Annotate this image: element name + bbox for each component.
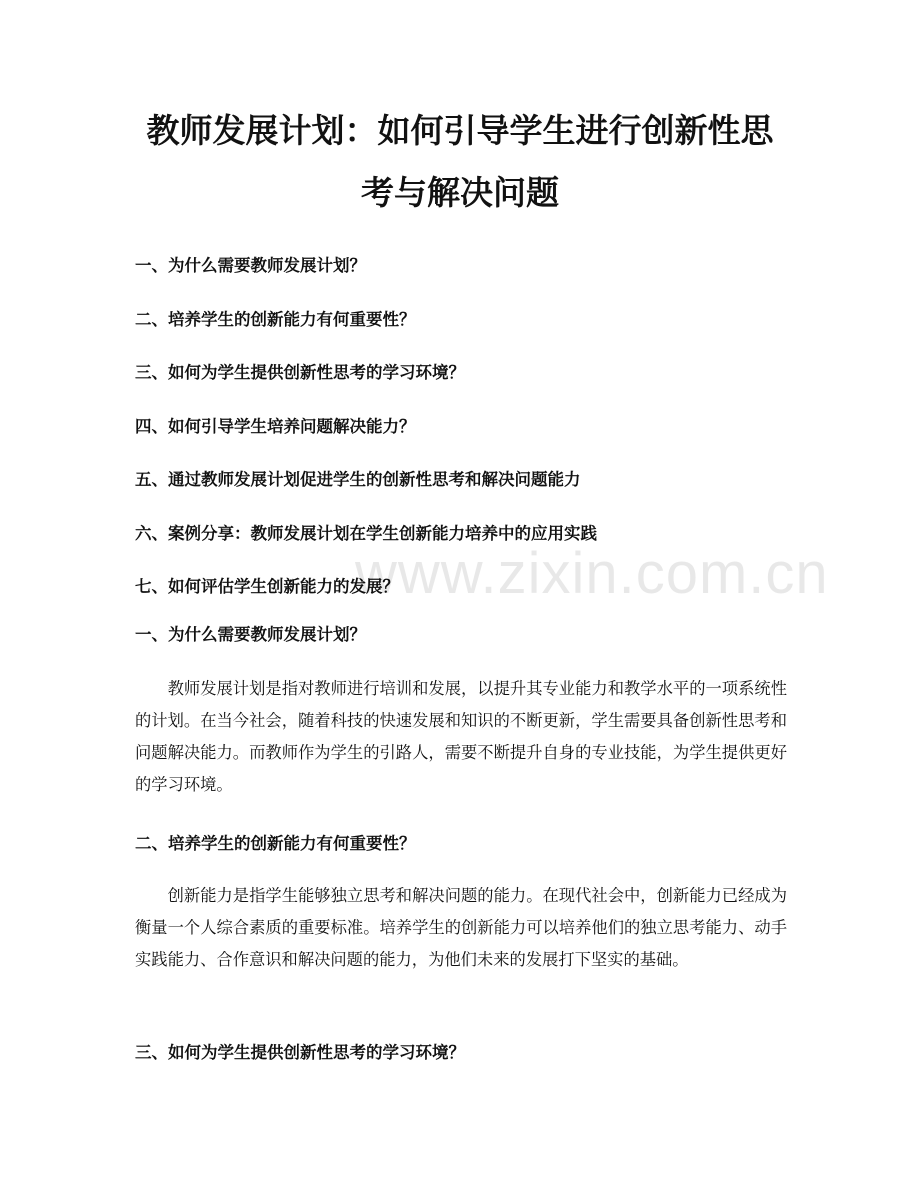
document-title (100, 100, 820, 224)
toc-item: 五、通过教师发展计划促进学生的创新性思考和解决问题能力 (135, 470, 581, 489)
toc-item: 六、案例分享：教师发展计划在学生创新能力培养中的应用实践 (135, 523, 597, 543)
section-paragraph: 创新能力是指学生能够独立思考和解决问题的能力。在现代社会中，创新能力已经成为衡量一个人综合素质的重要标准。培养学生的创新能力可以培养他们的独立思考能力、动手实践能力、合作意识和解决问题的能力，为他们未来的发展打下坚实的基础。 (135, 886, 787, 969)
toc-item: 二、培养学生的创新能力有何重要性？ (135, 309, 416, 329)
section-heading: 一、为什么需要教师发展计划？ (135, 625, 366, 644)
toc-item: 四、如何引导学生培养问题解决能力？ (135, 416, 416, 436)
watermark: www.zixin.com.cn (355, 541, 829, 606)
section-heading: 三、如何为学生提供创新性思考的学习环境？ (135, 1043, 465, 1062)
section-heading: 二、培养学生的创新能力有何重要性？ (135, 834, 416, 853)
title-line-1: 教师发展计划：如何引导学生进行创新性思 (146, 111, 774, 150)
toc-item: 七、如何评估学生创新能力的发展？ (135, 577, 399, 596)
section-paragraph: 教师发展计划是指对教师进行培训和发展，以提升其专业能力和教学水平的一项系统性的计划。在当今社会，随着科技的快速发展和知识的不断更新，学生需要具备创新性思考和问题解决能力。而教师作为学生的引路人，需要不断提升自身的专业技能，为学生提供更好的学习环境。 (135, 679, 787, 794)
title-line-2: 考与解决问题 (361, 173, 559, 212)
toc-item: 三、如何为学生提供创新性思考的学习环境？ (135, 363, 465, 382)
toc-item: 一、为什么需要教师发展计划？ (135, 256, 366, 275)
